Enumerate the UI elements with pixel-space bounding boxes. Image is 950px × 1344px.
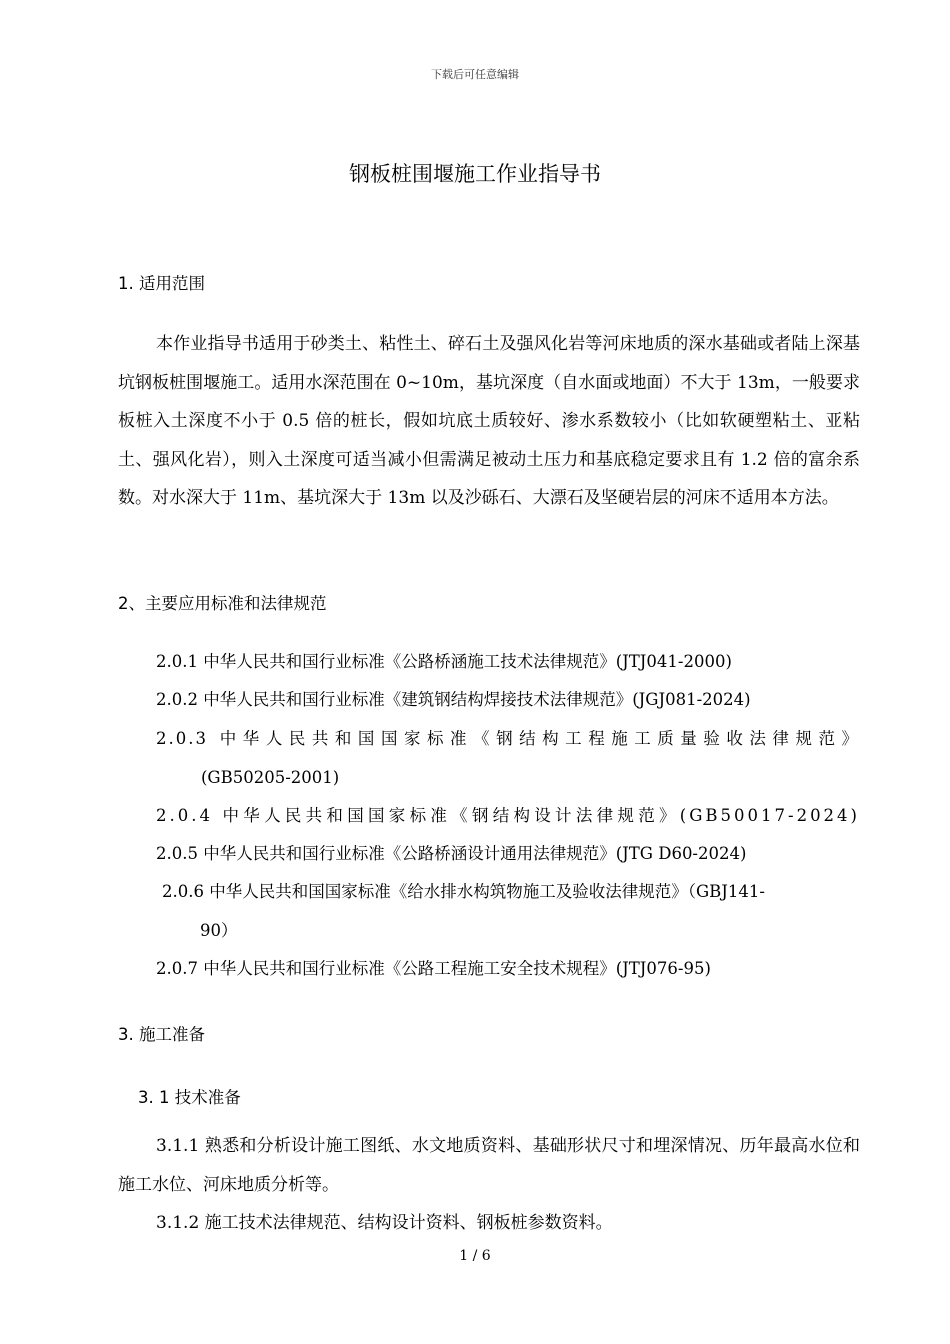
section-1-heading: 1. 适用范围 <box>118 274 205 293</box>
standard-item: 2.0.5 中华人民共和国行业标准《公路桥涵设计通用法律规范》(JTG D60-2024) <box>156 844 747 863</box>
standard-item-line: 2.0.3 中华人民共和国国家标准《钢结构工程施工质量验收法律规范》 <box>156 729 860 748</box>
standard-item-continuation: 90） <box>200 920 238 940</box>
standard-item: 2.0.1 中华人民共和国行业标准《公路桥涵施工技术法律规范》(JTJ041-2000) <box>156 652 732 671</box>
section-3-heading: 3. 施工准备 <box>118 1025 205 1044</box>
standard-item <box>156 720 860 797</box>
standard-item: 2.0.7 中华人民共和国行业标准《公路工程施工安全技术规程》(JTJ076-95) <box>156 959 711 978</box>
section-2-heading: 2、主要应用标准和法律规范 <box>118 594 327 613</box>
document-title: 钢板桩围堰施工作业指导书 <box>349 162 601 186</box>
paragraph-3-1-2: 3.1.2 施工技术法律规范、结构设计资料、钢板桩参数资料。 <box>156 1213 613 1233</box>
standard-item: 2.0.4 中华人民共和国国家标准《钢结构设计法律规范》(GB50017-2024) <box>156 806 860 825</box>
standard-item <box>162 873 860 950</box>
standard-item: 2.0.2 中华人民共和国行业标准《建筑钢结构焊接技术法律规范》(JGJ081-2024) <box>156 690 751 709</box>
page-header: 下载后可任意编辑 <box>431 68 519 81</box>
paragraph-3-1-1: 3.1.1 熟悉和分析设计施工图纸、水文地质资料、基础形状尺寸和埋深情况、历年最高水位和施工水位、河床地质分析等。 <box>118 1136 860 1195</box>
standard-item-continuation: (GB50205-2001) <box>201 767 340 787</box>
section-1-body: 本作业指导书适用于砂类土、粘性土、碎石土及强风化岩等河床地质的深水基础或者陆上深基坑钢板桩围堰施工。适用水深范围在 0~10m，基坑深度（自水面或地面）不大于 13m，一般要求板桩入土深度不小于 0.5 倍的桩长，假如坑底土质较好、渗水系数较小（比如软硬塑粘土、亚粘土、强风化岩），则入土深度可适当减小但需满足被动土压力和基底稳定要求且有 1.2 倍的富余系数。对水深大于 11m、基坑深大于 13m 以及沙砾石、大漂石及坚硬岩层的河床不适用本方法。 <box>118 334 860 508</box>
standard-item-line: 2.0.6 中华人民共和国国家标准《给水排水构筑物施工及验收法律规范》（GBJ141- <box>162 882 765 901</box>
page-number: 1 / 6 <box>459 1248 491 1264</box>
subsection-3-1-heading: 3. 1 技术准备 <box>138 1088 241 1107</box>
